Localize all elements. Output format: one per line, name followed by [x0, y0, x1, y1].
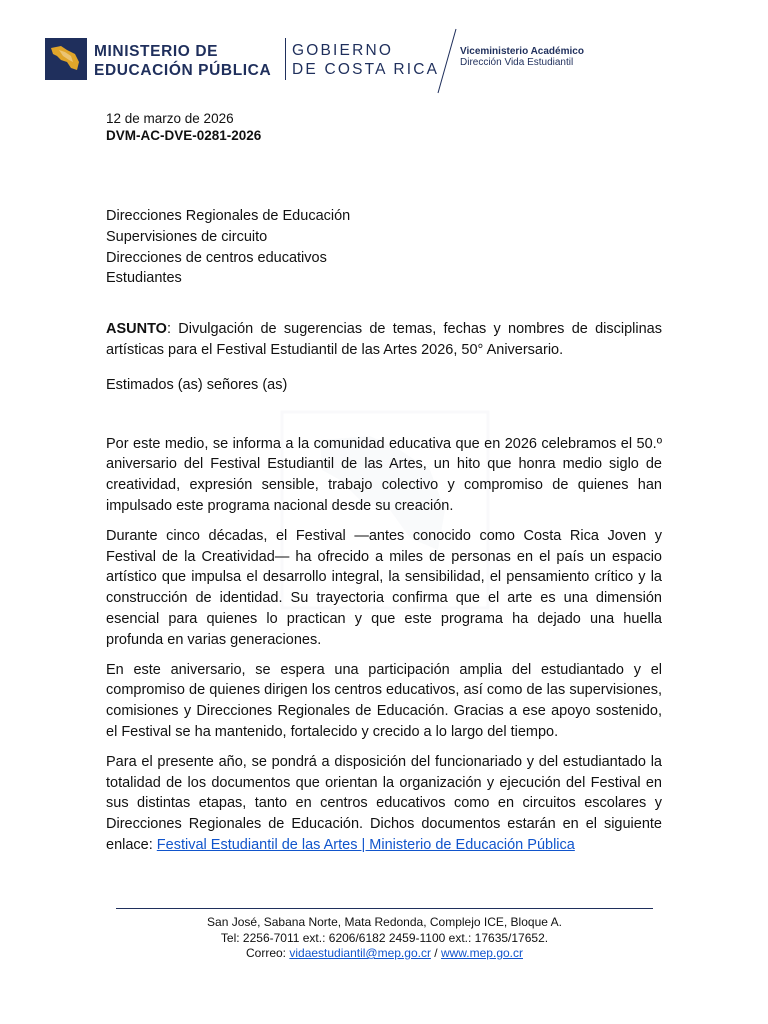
paragraph-2: Durante cinco décadas, el Festival —antes conocido como Costa Rica Joven y Festival de la Creatividad— ha ofrecido a miles de personas en el país un espacio artístico que impulsa el desarrollo integral, la sensibilidad, el pensamiento crítico y la construcción de identidad. Su trayectoria confirma que el arte es una dimensión esencial para quienes lo practican y que este programa ha dejado una huella profunda en varias generaciones. — [106, 527, 662, 648]
greeting: Estimados (as) señores (as) — [106, 376, 288, 393]
letterhead — [0, 0, 768, 100]
letter-date: 12 de marzo de 2026 — [106, 111, 234, 126]
footer-divider — [116, 908, 653, 909]
recipient-item: Direcciones de centros educativos — [106, 249, 327, 266]
footer-email-link[interactable]: vidaestudiantil@mep.go.cr — [289, 946, 431, 960]
footer-email-label: Correo: — [246, 946, 290, 960]
subject-label: ASUNTO — [106, 321, 167, 338]
footer-address: San José, Sabana Norte, Mata Redonda, Complejo ICE, Bloque A. — [207, 915, 562, 929]
ministry-name-line2: EDUCACIÓN PÚBLICA — [94, 62, 272, 79]
paragraph-4-text: Para el presente año, se pondrá a disposición del funcionariado y del estudiantado la totalidad de los documentos que orientan la organización y ejecución del Festival en sus distintas etapas, tanto en centros educativos como en circuitos escolares y Direcciones Regionales de Educación. Dichos documentos estarán en el siguiente enlace: — [106, 753, 662, 853]
paragraph-3: En este aniversario, se espera una participación amplia del estudiantado y el compromiso de quienes dirigen los centros educativos, así como de las supervisiones, comisiones y Direcciones Regionales de Educación. Gracias a ese apoyo sostenido, el Festival se ha mantenido, fortalecido y crecido a lo largo del tiempo. — [106, 661, 662, 740]
ministry-name-line1: MINISTERIO DE — [94, 43, 219, 60]
government-name-line2: DE COSTA RICA — [292, 61, 440, 78]
footer-separator: / — [430, 946, 441, 960]
footer — [116, 915, 653, 962]
direction-name: Dirección Vida Estudiantil — [460, 57, 574, 68]
paragraph-1: Por este medio, se informa a la comunidad educativa que en 2026 celebramos el 50.º aniversario del Festival Estudiantil de las Artes, un hito que honra medio siglo de creatividad, expresión sensible, trabajo colectivo y compromiso de quienes han impulsado este programa nacional desde su creación. — [106, 435, 662, 514]
letter-body — [106, 110, 662, 856]
festival-link[interactable]: Festival Estudiantil de las Artes | Ministerio de Educación Pública — [156, 836, 575, 853]
header-slash-divider — [436, 28, 458, 94]
department-name — [460, 46, 584, 68]
footer-website-link[interactable]: www.mep.go.cr — [440, 946, 523, 960]
recipient-item: Supervisiones de circuito — [106, 228, 268, 245]
recipient-item: Direcciones Regionales de Educación — [106, 208, 351, 224]
subject-text: : Divulgación de sugerencias de temas, fechas y nombres de disciplinas artísticas para el Festival Estudiantil de las Artes 2026, 50° Aniversario. — [106, 321, 662, 358]
footer-phone: Tel: 2256-7011 ext.: 6206/6182 2459-1100 ext.: 17635/17652. — [220, 930, 549, 945]
government-name — [292, 41, 439, 79]
paragraph-4 — [106, 752, 662, 856]
header-divider — [285, 38, 286, 80]
recipients-list — [106, 206, 662, 289]
mep-logo — [45, 38, 87, 80]
subject-line — [106, 319, 662, 361]
costa-rica-map-icon — [45, 38, 87, 80]
ministry-name — [94, 42, 271, 80]
footer-contact — [116, 946, 653, 962]
government-name-line1: GOBIERNO — [292, 42, 394, 59]
viceministry-name: Viceministerio Académico — [460, 46, 584, 57]
recipient-item: Estudiantes — [106, 270, 182, 287]
letter-reference: DVM-AC-DVE-0281-2026 — [106, 128, 262, 143]
